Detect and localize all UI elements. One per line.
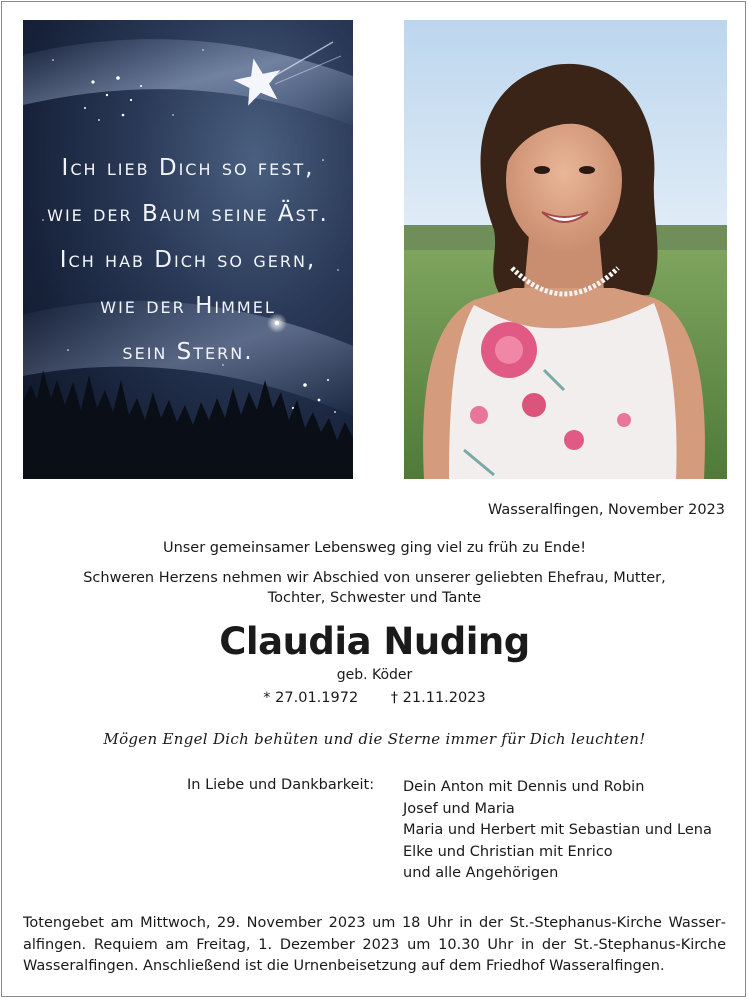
poem-line: wie der Baum seine Äst. [47,201,329,227]
death-date: † 21.11.2023 [390,690,486,706]
list-item: Dein Anton mit Dennis und Robin [403,779,645,795]
birth-name: geb. Köder [336,667,413,683]
deceased-name: Claudia Nuding [219,620,530,663]
list-item: Josef und Maria [403,800,515,817]
poem-line: sein Stern. [122,339,254,365]
poem-card [23,20,353,479]
place-date: Wasseralfingen, November 2023 [488,502,725,518]
intro-text [0,568,749,608]
list-item: und alle Angehörigen [403,865,559,881]
mourners-label: In Liebe und Dankbarkeit: [187,777,375,793]
intro-line-1: Unser gemeinsamer Lebensweg ging viel zu früh zu Ende! [162,540,587,556]
poem-line: Ich hab Dich so gern, [59,247,317,273]
portrait-photo [404,20,727,479]
poem-line: Ich lieb Dich so fest, [61,155,315,181]
motto: Mögen Engel Dich behüten und die Sterne immer für Dich leuchten! [103,730,646,748]
poem-text [23,145,353,375]
list-item: Elke und Christian mit Enrico [403,843,613,860]
birth-date: * 27.01.1972 [263,690,359,706]
intro-line-2: Schweren Herzens nehmen wir Abschied von unserer geliebten Ehefrau, Mutter, [83,570,666,586]
funeral-notice: Totengebet am Mittwoch, 29. November 2023 um 18 Uhr in der St.-Stephanus-Kirche Wasseralfingen. Requiem am Freitag, 1. Dezember 2023 um 10.30 Uhr in der St.-Stephanus-Kirche Wasseralfingen. Anschließend ist die Urnenbeisetzung auf dem Friedhof Wasseralfingen. [23,915,726,974]
poem-line: wie der Himmel [100,293,276,319]
mourners-list [403,777,712,885]
intro-line-3: Tochter, Schwester und Tante [267,590,482,606]
list-item: Maria und Herbert mit Sebastian und Lena [403,822,712,838]
life-dates [0,690,749,706]
